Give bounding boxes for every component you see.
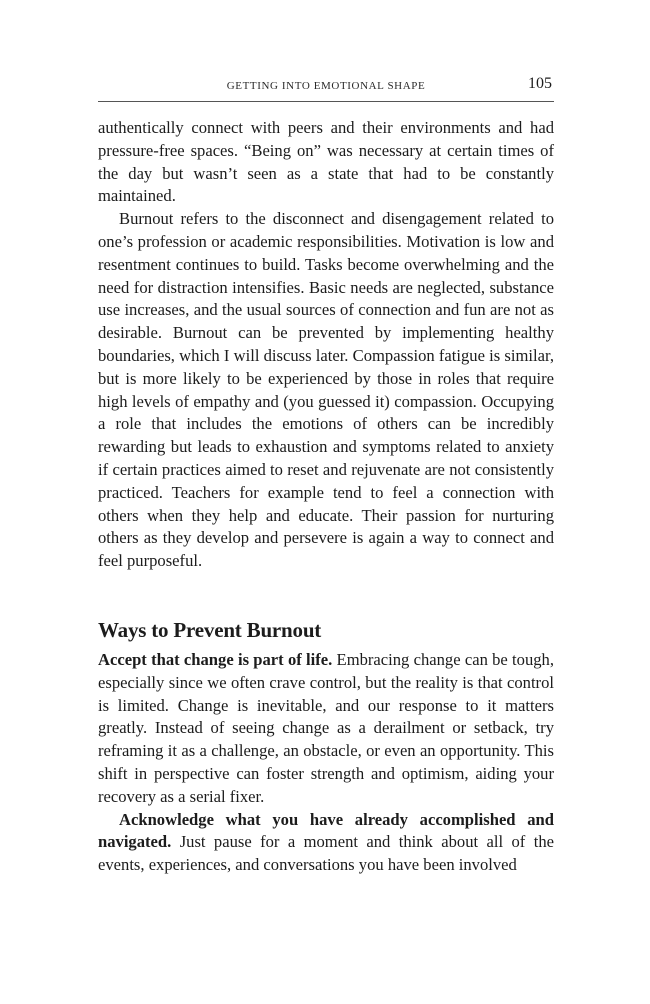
paragraph-burnout-definition: Burnout refers to the disconnect and disengagement related to one’s profession or academic responsibilities. Motivation is low and resentment continues to build. Tasks become overwhelming and the need for distraction intensifies. Basic needs are neglected, substance use increases, and the usual sources of connection and fun are not as desirable. Burnout can be prevented by implementing healthy boundaries, which I will discuss later. Compassion fatigue is similar, but is more likely to be experienced by those in roles that require high levels of empathy and (you guessed it) compassion. Occupying a role that includes the emotions of others can be incredibly rewarding but leads to exhaustion and symptoms related to anxiety if certain practices aimed to reset and rejuvenate are not consistently practiced. Teachers for example tend to feel a connection with others when they help and educate. Their passion for nurturing others as they develop and persevere is again a way to connect and feel purposeful. [98, 209, 554, 571]
running-header [98, 0, 554, 103]
paragraph-lead-accept-change: Accept that change is part of life. [98, 649, 333, 669]
paragraph-accept-change [98, 649, 554, 809]
paragraph-body-acknowledge: Just pause for a moment and think about all of the events, experiences, and conversations you have been involved [98, 832, 554, 875]
page-number: 105 [528, 75, 552, 92]
header-divider [98, 101, 554, 102]
paragraph-lead-acknowledge: Acknowledge what you have already accomplished and navigated. [98, 809, 554, 852]
running-header-title: GETTING INTO EMOTIONAL SHAPE [226, 80, 426, 92]
section-heading: Ways to Prevent Burnout [98, 617, 322, 642]
book-page [98, 0, 554, 877]
paragraph-continuation: authentically connect with peers and their environments and had pressure-free spaces. “Being on” was necessary at certain times of the day but wasn’t seen as a state that had to be constantly maintained. [98, 118, 554, 206]
paragraph-acknowledge-accomplishments [98, 809, 554, 877]
paragraph-body-accept-change: Embracing change can be tough, especially since we often crave control, but the reality is that control is limited. Change is inevitable, and our response to it matters greatly. Instead of seeing change as a derailment or setback, try reframing it as a challenge, an obstacle, or even an opportunity. This shift in perspective can foster strength and optimism, aiding your recovery as a serial fixer. [98, 649, 554, 806]
